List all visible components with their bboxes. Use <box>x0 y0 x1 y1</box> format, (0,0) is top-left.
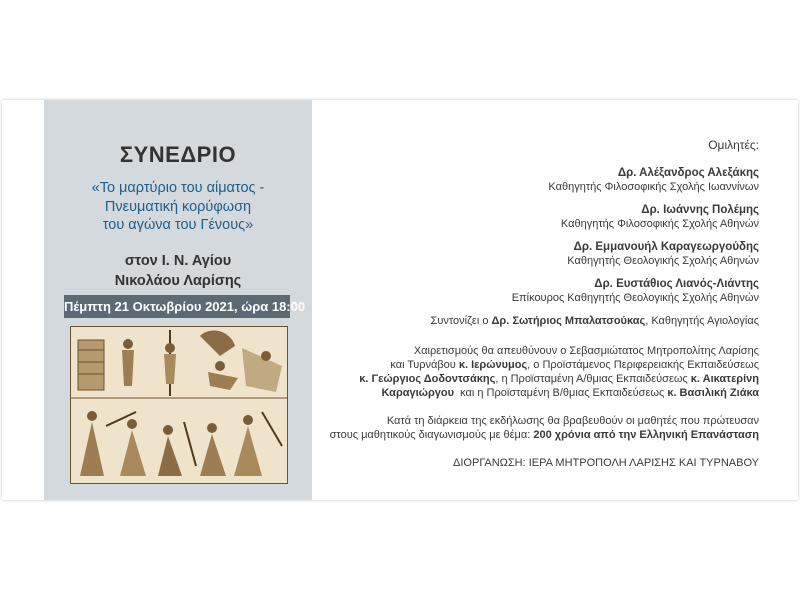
speaker-name: Δρ. Αλέξανδρος Αλεξάκης <box>617 167 759 179</box>
speaker-item <box>319 240 759 268</box>
speaker-role: Επίκουρος Καθηγητής Θεολογικής Σχολής Αθηνών <box>511 292 759 304</box>
event-subtitle: «Το μαρτύριο του αίματος - Πνευματική κορύφωση του αγώνα του Γένους» <box>91 180 265 233</box>
greetings-paragraph: Χαιρετισμούς θα απευθύνουν ο Σεβασμιώτατος Μητροπολίτης Λαρίσης και Τυρνάβου κ. Ιερώνυμος, ο Προϊστάμενος Περιφερειακής Εκπαιδεύσεως κ. Γεώργιος Δοδοντσάκης, η Προϊσταμένη Α/θμιας Εκπαιδεύσεως κ. Αικατερίνη Καραγιώργου και η Προϊσταμένη Β/θμιας Εκπαιδεύσεως κ. Βασιλική Ζιάκα <box>359 345 759 399</box>
speakers-label: Ομιλητές: <box>708 138 759 152</box>
organizer-line: ΔΙΟΡΓΑΝΩΣΗ: ΙΕΡΑ ΜΗΤΡΟΠΟΛΗ ΛΑΡΙΣΗΣ ΚΑΙ ΤΥΡΝΑΒΟΥ <box>453 457 759 469</box>
left-panel <box>44 100 312 500</box>
speaker-item <box>319 277 759 305</box>
right-panel <box>319 138 759 470</box>
speaker-role: Καθηγητής Φιλοσοφικής Σχολής Αθηνών <box>560 218 759 230</box>
speaker-role: Καθηγητής Θεολογικής Σχολής Αθηνών <box>567 255 759 267</box>
invitation-card <box>2 100 798 500</box>
moderator-line: Συντονίζει ο Δρ. Σωτήριος Μπαλατσούκας, Καθηγητής Αγιολογίας <box>430 315 759 327</box>
event-title: ΣΥΝΕΔΡΙΟ <box>119 142 237 167</box>
event-datetime: Πέμπτη 21 Οκτωβρίου 2021, ώρα 18:00 <box>64 295 290 318</box>
speaker-item <box>319 203 759 231</box>
event-venue: στον Ι. Ν. Αγίου Νικολάου Λαρίσης <box>114 253 242 289</box>
awards-paragraph: Κατά τη διάρκεια της εκδήλωσης θα βραβευθούν οι μαθητές που πρώτευσαν στους μαθητικούς διαγωνισμούς με θέμα: 200 χρόνια από την Ελληνική Επανάσταση <box>329 415 759 441</box>
speaker-item <box>319 166 759 194</box>
moderator-name: Δρ. Σωτήριος Μπαλατσούκας <box>491 315 646 327</box>
speaker-role: Καθηγητής Φιλοσοφικής Σχολής Ιωαννίνων <box>548 181 759 193</box>
speaker-name: Δρ. Ιωάννης Πολέμης <box>641 204 759 216</box>
martyrdom-engraving <box>70 326 288 484</box>
speaker-name: Δρ. Ευστάθιος Λιανός-Λιάντης <box>594 278 759 290</box>
speaker-name: Δρ. Εμμανουήλ Καραγεωργούδης <box>573 241 759 253</box>
